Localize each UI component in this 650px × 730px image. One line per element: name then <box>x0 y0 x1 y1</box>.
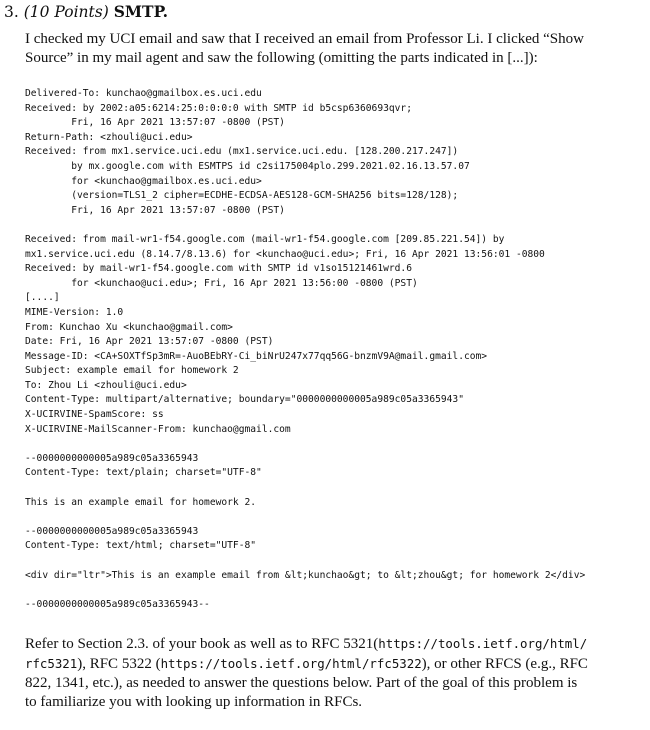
question-points: (10 Points) <box>23 3 109 21</box>
email-source-line: X-UCIRVINE-SpamScore: ss <box>25 409 164 421</box>
email-source-line: mx1.service.uci.edu (8.14.7/8.13.6) for <kunchao@uci.edu>; Fri, 16 Apr 2021 13:56:01 -0800 <box>25 248 545 260</box>
question-topic: SMTP. <box>113 2 169 21</box>
email-source-line <box>25 218 585 233</box>
question-number: 3. <box>4 3 19 21</box>
rfc5321-link-part[interactable]: https://tools.ietf.org/html/ <box>378 636 588 651</box>
intro-paragraph <box>25 30 625 68</box>
rfc5322-link[interactable]: https://tools.ietf.org/html/rfc5322 <box>160 656 422 671</box>
email-source-line: --0000000000005a989c05a3365943 <box>25 452 199 464</box>
closing-text: Refer to Section 2.3. of your book as well as to RFC 5321( <box>25 636 379 652</box>
email-source-line <box>25 554 585 569</box>
email-source-line: To: Zhou Li <zhouli@uci.edu> <box>25 379 187 391</box>
closing-line <box>25 634 625 654</box>
email-source-line: MIME-Version: 1.0 <box>25 306 124 318</box>
email-source-line: This is an example email for homework 2. <box>25 496 257 508</box>
email-source-line: X-UCIRVINE-MailScanner-From: kunchao@gmail.com <box>25 423 291 435</box>
email-source-line: --0000000000005a989c05a3365943 <box>25 525 199 537</box>
email-source-line: Content-Type: text/html; charset="UTF-8" <box>25 540 257 552</box>
email-source-line <box>25 437 585 452</box>
email-source-line: Fri, 16 Apr 2021 13:57:07 -0800 (PST) <box>25 204 285 216</box>
email-source-listing <box>25 87 585 612</box>
email-source-line: Content-Type: text/plain; charset="UTF-8" <box>25 467 262 479</box>
email-source-line: Content-Type: multipart/alternative; boundary="0000000000005a989c05a3365943" <box>25 394 464 406</box>
email-source-line: --0000000000005a989c05a3365943-- <box>25 598 210 610</box>
email-source-line: Return-Path: <zhouli@uci.edu> <box>25 131 193 143</box>
email-source-line: Received: by mail-wr1-f54.google.com with SMTP id v1so15121461wrd.6 <box>25 263 412 275</box>
closing-line <box>25 654 625 674</box>
closing-line: 822, 1341, etc.), as needed to answer the questions below. Part of the goal of this problem is <box>25 675 578 691</box>
closing-text: ), or other RFCS (e.g., RFC <box>421 656 588 672</box>
email-source-line: [....] <box>25 292 60 304</box>
closing-text: ), RFC 5322 ( <box>77 656 161 672</box>
closing-line: to familiarize you with looking up information in RFCs. <box>25 694 363 710</box>
email-source-line <box>25 583 585 598</box>
email-source-line: Message-ID: <CA+SOXTfSp3mR=-AuoBEbRY-Ci_biNrU247x77qq56G-bnzmV9A@mail.gmail.com> <box>25 350 488 362</box>
email-source-line: Received: by 2002:a05:6214:25:0:0:0:0 with SMTP id b5csp6360693qvr; <box>25 102 412 114</box>
email-source-line <box>25 481 585 496</box>
email-source-line: Subject: example email for homework 2 <box>25 365 239 377</box>
email-source-line: for <kunchao@gmailbox.es.uci.edu> <box>25 175 262 187</box>
email-source-line: by mx.google.com with ESMTPS id c2si175004plo.299.2021.02.16.13.57.07 <box>25 160 470 172</box>
question-heading <box>4 2 168 22</box>
email-source-line: Received: from mail-wr1-f54.google.com (mail-wr1-f54.google.com [209.85.221.54]) by <box>25 233 505 245</box>
intro-line: I checked my UCI email and saw that I received an email from Professor Li. I clicked “Show <box>25 31 584 47</box>
intro-line: Source” in my mail agent and saw the following (omitting the parts indicated in [...]): <box>25 50 538 66</box>
email-source-line: From: Kunchao Xu <kunchao@gmail.com> <box>25 321 233 333</box>
rfc5321-link-part[interactable]: rfc5321 <box>25 656 78 671</box>
email-source-line: Received: from mx1.service.uci.edu (mx1.service.uci.edu. [128.200.217.247]) <box>25 146 459 158</box>
email-source-line <box>25 510 585 525</box>
email-source-line: for <kunchao@uci.edu>; Fri, 16 Apr 2021 13:56:00 -0800 (PST) <box>25 277 418 289</box>
email-source-line: (version=TLS1_2 cipher=ECDHE-ECDSA-AES128-GCM-SHA256 bits=128/128); <box>25 190 459 202</box>
closing-paragraph <box>25 634 625 712</box>
email-source-line: Fri, 16 Apr 2021 13:57:07 -0800 (PST) <box>25 117 285 129</box>
email-source-line: <div dir="ltr">This is an example email from &lt;kunchao&gt; to &lt;zhou&gt; for homework 2</div> <box>25 569 586 581</box>
email-source-line: Date: Fri, 16 Apr 2021 13:57:07 -0800 (PST) <box>25 336 274 348</box>
email-source-line: Delivered-To: kunchao@gmailbox.es.uci.edu <box>25 88 262 99</box>
